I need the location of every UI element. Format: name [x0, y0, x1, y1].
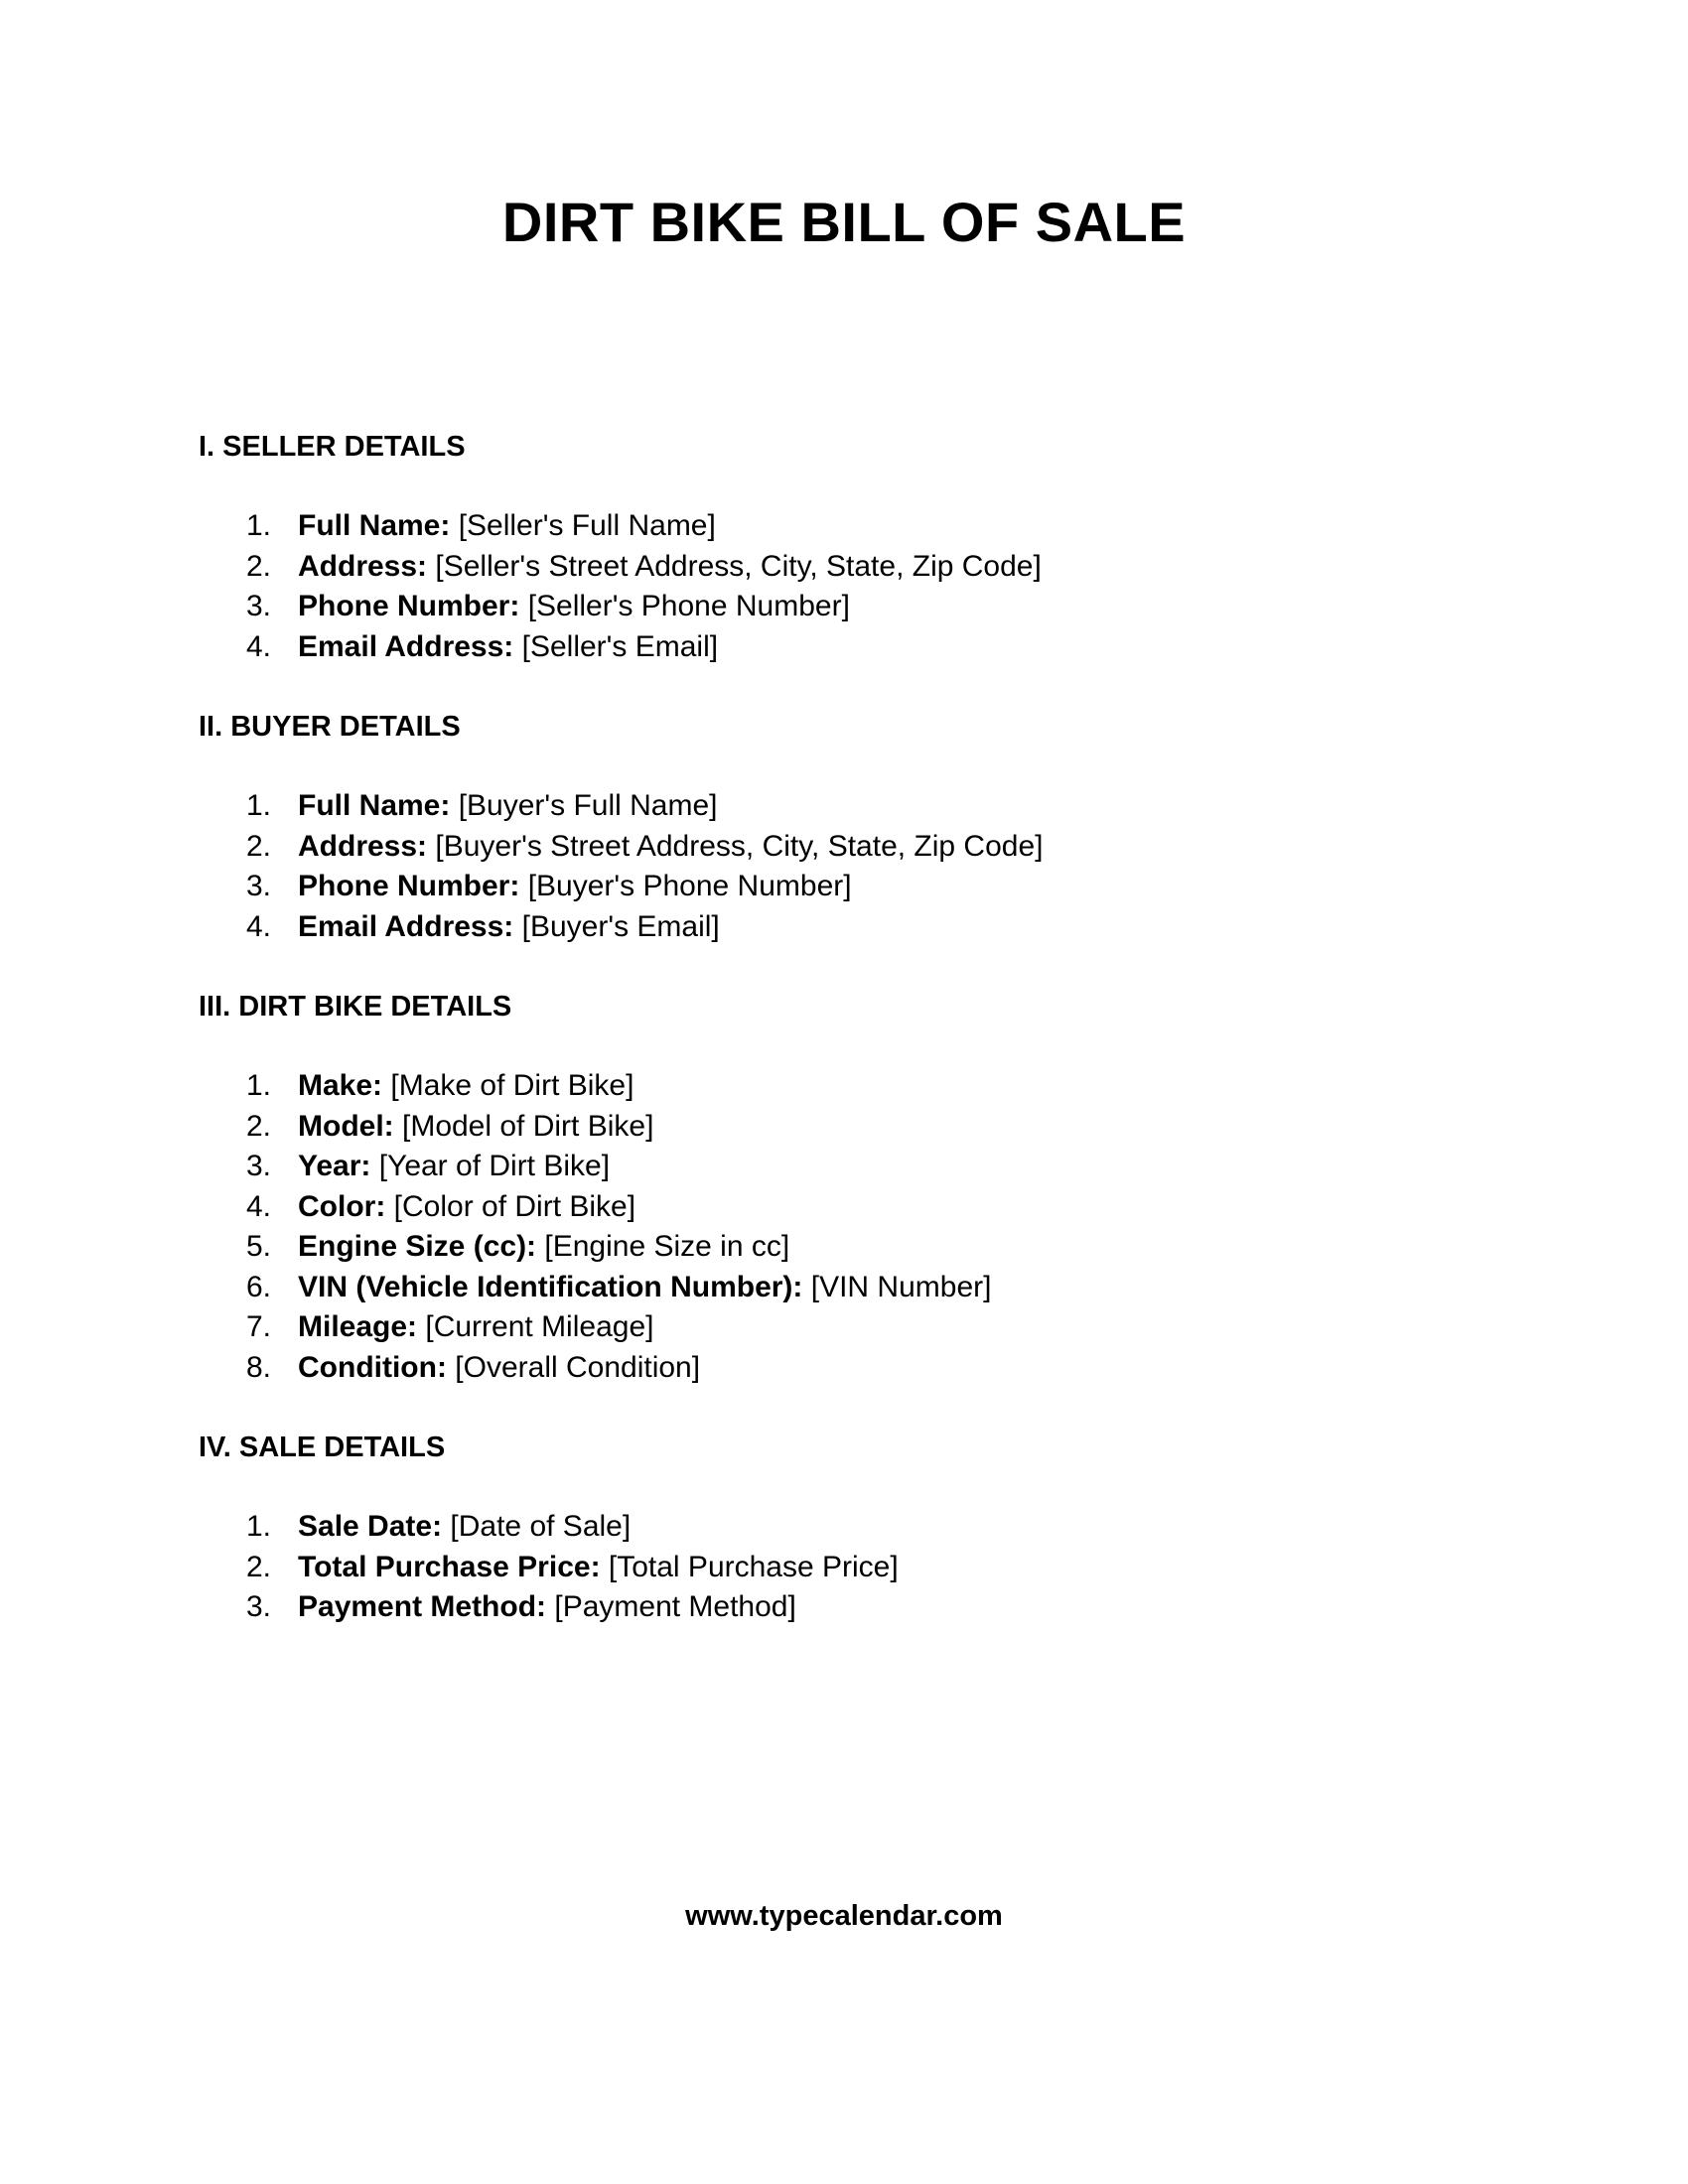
item-label: Full Name:	[298, 789, 451, 822]
list-item	[199, 907, 1489, 948]
item-value: [Buyer's Email]	[513, 909, 720, 943]
item-value: [Year of Dirt Bike]	[370, 1150, 611, 1182]
list-item	[199, 547, 1489, 588]
item-value: [Date of Sale]	[442, 1510, 632, 1543]
seller-details-section	[199, 427, 1489, 707]
item-label: Phone Number:	[298, 870, 520, 902]
item-label: Address:	[298, 549, 428, 583]
section-heading: II. BUYER DETAILS	[199, 711, 461, 743]
item-value: [Seller's Email]	[513, 629, 719, 663]
buyer-details-section	[199, 707, 1489, 987]
item-number: 8.	[246, 1350, 272, 1384]
list-item	[199, 1227, 1489, 1268]
item-label: Full Name:	[298, 509, 451, 542]
item-value: [Buyer's Phone Number]	[519, 870, 852, 902]
item-label: Address:	[298, 829, 428, 863]
item-number: 2.	[246, 1550, 272, 1583]
item-number: 4.	[246, 909, 272, 943]
item-value: [Model of Dirt Bike]	[393, 1109, 654, 1143]
list-item	[199, 587, 1489, 627]
dirt-bike-details-section	[199, 987, 1489, 1428]
item-value: [Engine Size in cc]	[536, 1230, 790, 1263]
item-number: 6.	[246, 1270, 272, 1303]
item-label: Total Purchase Price:	[298, 1550, 601, 1583]
item-label: Email Address:	[298, 629, 514, 663]
item-number: 4.	[246, 1189, 272, 1223]
list-item	[199, 827, 1489, 868]
item-value: [Seller's Street Address, City, State, Zip Code]	[427, 549, 1042, 583]
item-label: Mileage:	[298, 1310, 418, 1343]
sale-details-list	[199, 1467, 1489, 1668]
item-number: 1.	[246, 509, 272, 542]
dirt-bike-details-list	[199, 1026, 1489, 1428]
list-item	[199, 1348, 1489, 1389]
item-label: Model:	[298, 1109, 394, 1143]
list-item	[199, 1066, 1489, 1107]
item-number: 7.	[246, 1310, 272, 1343]
item-label: Sale Date:	[298, 1510, 443, 1543]
item-value: [Payment Method]	[546, 1590, 796, 1623]
list-item	[199, 786, 1489, 827]
list-item	[199, 1587, 1489, 1628]
item-number: 3.	[246, 1590, 272, 1623]
footer-website: www.typecalendar.com	[685, 1900, 1003, 1932]
item-value: [Buyer's Full Name]	[450, 789, 718, 822]
item-label: Email Address:	[298, 909, 514, 943]
list-item	[199, 1187, 1489, 1228]
item-value: [VIN Number]	[802, 1270, 992, 1303]
list-item	[199, 506, 1489, 547]
item-number: 4.	[246, 629, 272, 663]
list-item	[199, 1268, 1489, 1308]
item-number: 2.	[246, 829, 272, 863]
item-label: Make:	[298, 1069, 383, 1102]
sale-details-section	[199, 1428, 1489, 1668]
section-heading: IV. SALE DETAILS	[199, 1432, 446, 1463]
list-item	[199, 1548, 1489, 1588]
item-number: 3.	[246, 1150, 272, 1182]
document-body	[199, 427, 1489, 1668]
item-number: 5.	[246, 1230, 272, 1263]
item-number: 2.	[246, 1109, 272, 1143]
item-number: 3.	[246, 590, 272, 622]
item-label: Color:	[298, 1189, 386, 1223]
item-label: Condition:	[298, 1350, 447, 1384]
item-value: [Total Purchase Price]	[600, 1550, 899, 1583]
list-item	[199, 1507, 1489, 1548]
list-item	[199, 627, 1489, 668]
item-number: 1.	[246, 1069, 272, 1102]
document-title: DIRT BIKE BILL OF SALE	[501, 191, 1187, 253]
section-heading: I. SELLER DETAILS	[199, 431, 466, 463]
item-number: 3.	[246, 870, 272, 902]
item-number: 1.	[246, 789, 272, 822]
list-item	[199, 867, 1489, 907]
item-number: 1.	[246, 1510, 272, 1543]
item-label: Phone Number:	[298, 590, 520, 622]
buyer-details-list	[199, 747, 1489, 987]
list-item	[199, 1307, 1489, 1348]
item-label: Engine Size (cc):	[298, 1230, 537, 1263]
list-item	[199, 1147, 1489, 1187]
item-value: [Buyer's Street Address, City, State, Zip Code]	[427, 829, 1044, 863]
item-label: Payment Method:	[298, 1590, 547, 1623]
item-value: [Current Mileage]	[417, 1310, 654, 1343]
item-value: [Color of Dirt Bike]	[385, 1189, 636, 1223]
seller-details-list	[199, 467, 1489, 707]
item-value: [Seller's Full Name]	[450, 509, 716, 542]
section-heading: III. DIRT BIKE DETAILS	[199, 991, 512, 1023]
item-value: [Make of Dirt Bike]	[382, 1069, 634, 1102]
item-value: [Overall Condition]	[446, 1350, 701, 1384]
item-label: VIN (Vehicle Identification Number):	[298, 1270, 803, 1303]
item-value: [Seller's Phone Number]	[519, 590, 850, 622]
item-label: Year:	[298, 1150, 371, 1182]
list-item	[199, 1107, 1489, 1148]
item-number: 2.	[246, 549, 272, 583]
